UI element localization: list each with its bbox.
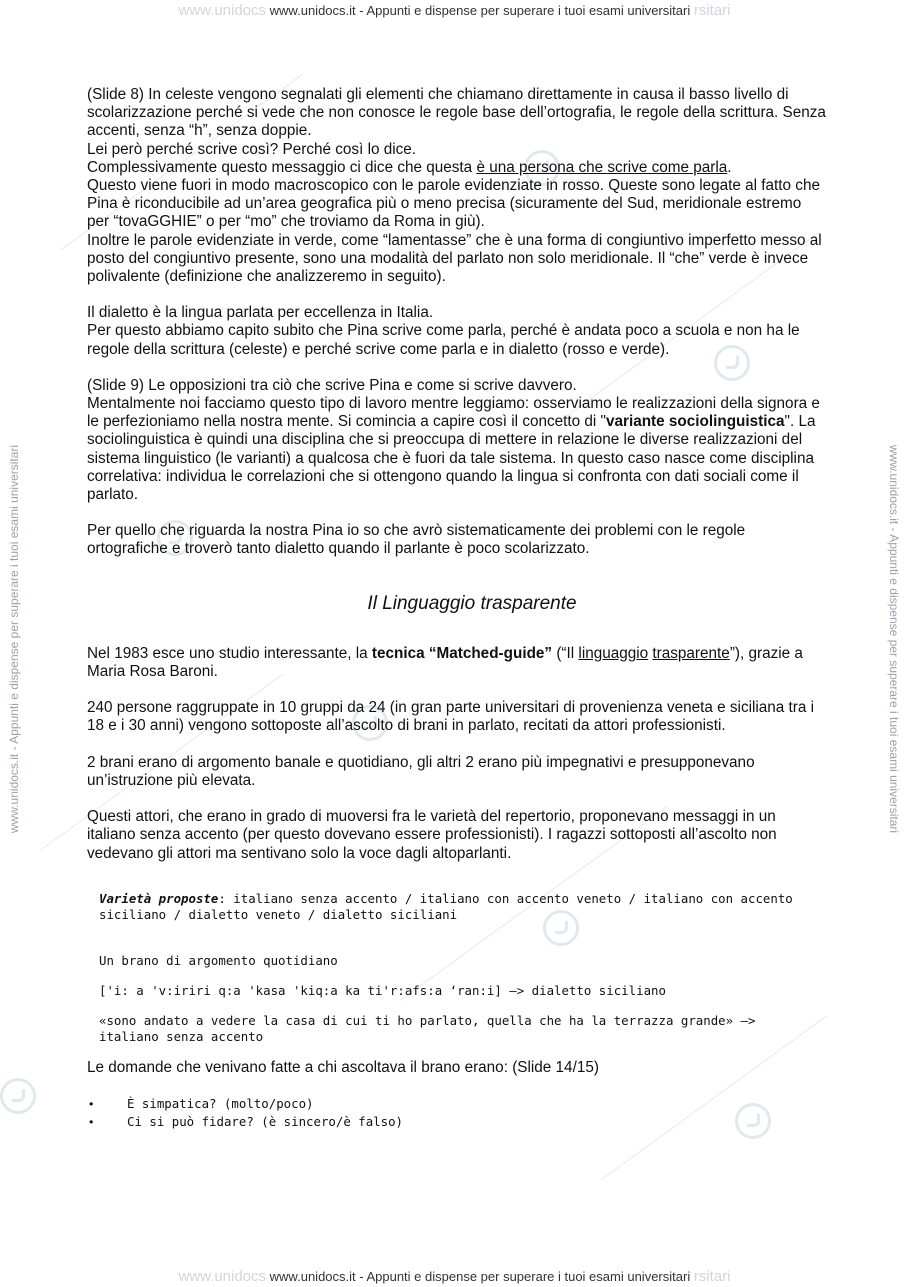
paragraphs-part-2 — [87, 645, 827, 863]
varieta-line — [99, 891, 809, 923]
questions-list — [87, 1095, 827, 1131]
varieta-text: : italiano senza accento / italiano con accento veneto / italiano con accento siciliano / dialetto veneto / dialetto siciliani — [99, 890, 793, 922]
paragraph: 2 brani erano di argomento banale e quotidiano, gli altri 2 erano più impegnativi e presupponevano un’istruzione più elevata. — [87, 753, 755, 789]
paragraph: Per quello che riguarda la nostra Pina io so che avrò sistematicamente dei problemi con le regole ortografiche e troverò tanto dialetto quando il parlante è poco scolarizzato. — [87, 522, 746, 558]
underlined-text: trasparente — [652, 644, 730, 662]
paragraph: Nel 1983 esce uno studio interessante, la tecnica “Matched-guide” (“Il linguaggio trasparente”), grazie a Maria Rosa Baroni. — [87, 644, 803, 681]
watermark-logo-icon — [0, 1078, 36, 1114]
brano-heading: Un brano di argomento quotidiano — [99, 952, 338, 968]
watermark-side-right: www.unidocs.it - Appunti e dispense per superare i tuoi esami universitari — [887, 444, 901, 834]
italian-sentence: «sono andato a vedere la casa di cui ti ho parlato, quella che ha la terrazza grande» —> italiano senza accento — [99, 1012, 756, 1044]
paragraph: (Slide 8) In celeste vengono segnalati gli elementi che chiamano direttamente in causa il basso livello di scolarizzazione perché si vede che non conosce le regole base dell’ortografia, le regole della scrittura. Senza accenti, senza “h”, senza doppie. Lei però perché scrive così? Perché così lo dice. Complessivamente questo messaggio ci dice che questa è una persona che scrive come parla. Questo viene fuori in modo macroscopico con le parole evidenziate in rosso. Queste sono legate al fatto che Pina è riconducibile ad un’area geografica più o meno precisa (sicuramente del Sud, meridionale estremo per “tovaGGHIE” o per “mo” che troviamo da Roma in giù). Inoltre le parole evidenziate in verde, come “lamentasse” che è una forma di congiuntivo imperfetto messo al posto del congiuntivo presente, sono una modalità del parlato non solo meridionale. Il “che” verde è invece polivalente (definizione che analizzeremo in seguito). — [87, 86, 826, 286]
section-title: Il Linguaggio trasparente — [367, 592, 577, 614]
varieta-label: Varietà proposte — [99, 890, 219, 906]
paragraphs-part-1 — [87, 86, 827, 559]
paragraph: (Slide 9) Le opposizioni tra ciò che scrive Pina e come si scrive davvero. Mentalmente noi facciamo questo tipo di lavoro mentre leggiamo: osserviamo le realizzazioni della signora e le perfezioniamo nella nostra mente. Si comincia a capire così il concetto di "variante sociolinguistica". La sociolinguistica è quindi una disciplina che si preoccupa di mettere in relazione le diverse realizzazioni del sistema linguistico (le varianti) a qualcosa che è fuori da tale sistema. In questo caso nasce come disciplina correlativa: individua le correlazioni che si ottengono quando la lingua si confronta con dati sociali come il parlato. — [87, 376, 820, 504]
document-body — [87, 86, 827, 1131]
watermark-ghost-left: www.unidocs — [178, 1268, 267, 1285]
examples-block — [99, 891, 809, 1045]
paragraph: Questi attori, che erano in grado di muoversi fra le varietà del repertorio, proponevano messaggi in un italiano senza accento (per questo dovevano essere professionisti). I ragazzi sottoposti all’ascolto non vedevano gli attori ma sentivano solo la voce dagli altoparlanti. — [87, 808, 777, 862]
watermark-banner-text: www.unidocs.it - Appunti e dispense per superare i tuoi esami universitari — [269, 1269, 691, 1284]
paragraph: 240 persone raggruppate in 10 gruppi da 24 (in gran parte universitari di provenienza veneta e siciliana tra i 18 e i 30 anni) vengono sottoposte all’ascolto di brani in parlato, recitati da attori professionisti. — [87, 699, 815, 735]
watermark-banner-top — [0, 1, 909, 21]
bold-text: variante sociolinguistica — [605, 413, 785, 431]
underlined-text: linguaggio — [578, 644, 649, 662]
watermark-ghost-right: rsitari — [693, 1268, 731, 1285]
dialect-transcription: ['i: a 'v:iriri q:a 'kasa 'kiq:a ka ti'r:afs:a ‘ran:i] —> dialetto siciliano — [99, 982, 666, 998]
watermark-ghost-left: www.unidocs — [178, 2, 267, 19]
list-item: • È simpatica? (molto/poco) — [87, 1095, 827, 1113]
questions-intro: Le domande che venivano fatte a chi ascoltava il brano erano: (Slide 14/15) — [87, 1058, 599, 1076]
watermark-ghost-right: rsitari — [693, 2, 731, 19]
paragraph: Il dialetto è la lingua parlata per eccellenza in Italia. Per questo abbiamo capito subito che Pina scrive come parla, perché è andata poco a scuola e non ha le regole della scrittura (celeste) e perché scrive come parla e in dialetto (rosso e verde). — [87, 304, 800, 358]
watermark-banner-text: www.unidocs.it - Appunti e dispense per superare i tuoi esami universitari — [269, 3, 691, 18]
watermark-banner-bottom — [0, 1267, 909, 1287]
watermark-side-left: www.unidocs.it - Appunti e dispense per superare i tuoi esami universitari — [7, 444, 21, 834]
underlined-text: è una persona che scrive come parla — [476, 158, 728, 176]
bold-text: tecnica “Matched-guide” — [371, 644, 553, 662]
list-item: • Ci si può fidare? (è sincero/è falso) — [87, 1113, 827, 1131]
